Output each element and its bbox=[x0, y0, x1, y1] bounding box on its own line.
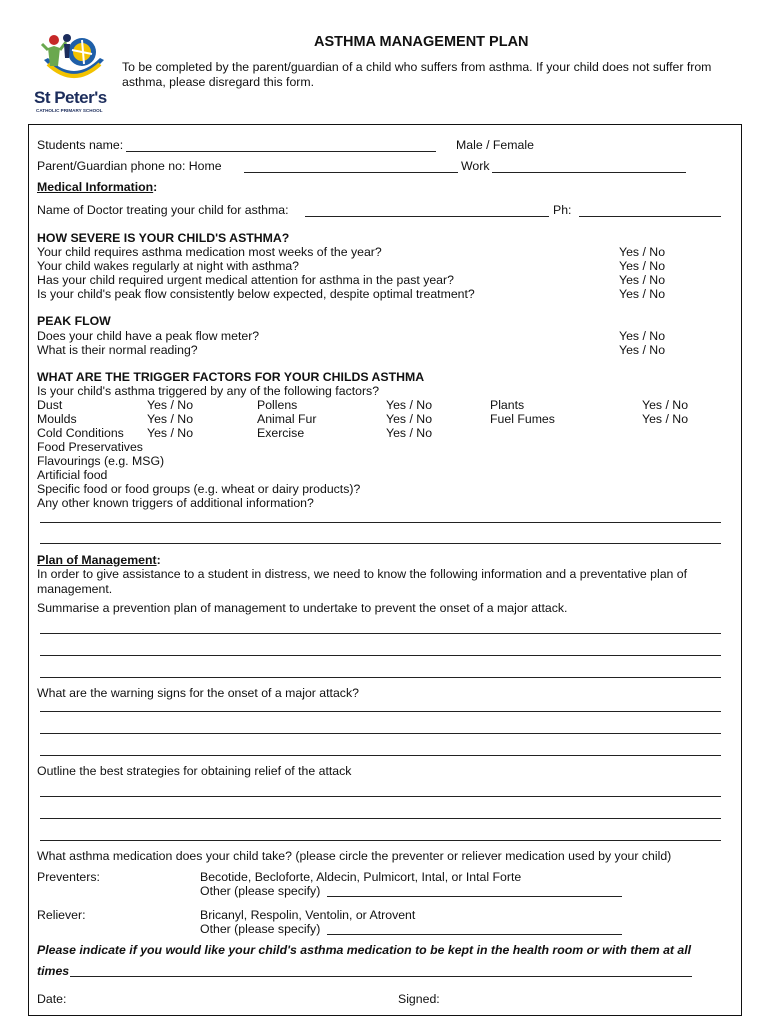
plan-intro: In order to give assistance to a student in distress, we need to know the following information and a preventative plan of management. bbox=[37, 567, 688, 596]
medical-info-heading: Medical Information: bbox=[37, 180, 158, 194]
yes-no-option[interactable]: Yes / No bbox=[619, 287, 666, 301]
trigger-name: Plants bbox=[490, 398, 525, 412]
trigger-other: Artificial food bbox=[37, 468, 108, 482]
plan-answer-line[interactable] bbox=[40, 633, 721, 634]
students-name-label: Students name: bbox=[37, 138, 124, 152]
page-title: ASTHMA MANAGEMENT PLAN bbox=[314, 34, 529, 50]
doctor-label: Name of Doctor treating your child for asthma: bbox=[37, 203, 289, 217]
students-name-field[interactable] bbox=[126, 151, 436, 152]
peak-flow-heading: PEAK FLOW bbox=[37, 314, 111, 328]
yes-no-option[interactable]: Yes / No bbox=[386, 426, 433, 440]
preventers-options[interactable]: Becotide, Becloforte, Aldecin, Pulmicort, Intal, or Intal Forte bbox=[200, 870, 522, 884]
yes-no-option[interactable]: Yes / No bbox=[642, 412, 689, 426]
date-label: Date: bbox=[37, 992, 67, 1006]
warning-answer-line[interactable] bbox=[40, 711, 721, 712]
reliever-label: Reliever: bbox=[37, 908, 86, 922]
plan-answer-line[interactable] bbox=[40, 655, 721, 656]
strategies-answer-line[interactable] bbox=[40, 796, 721, 797]
trigger-other: Food Preservatives bbox=[37, 440, 143, 454]
trigger-other: Specific food or food groups (e.g. wheat or dairy products)? bbox=[37, 482, 361, 496]
yes-no-option[interactable]: Yes / No bbox=[386, 398, 433, 412]
phone-work-field[interactable] bbox=[492, 172, 686, 173]
medication-question: What asthma medication does your child take? (please circle the preventer or reliever medication used by your child) bbox=[37, 849, 672, 863]
warning-answer-line[interactable] bbox=[40, 755, 721, 756]
trigger-name: Pollens bbox=[257, 398, 298, 412]
school-crest-icon bbox=[34, 30, 116, 92]
yes-no-option[interactable]: Yes / No bbox=[386, 412, 433, 426]
triggers-answer-line[interactable] bbox=[40, 543, 721, 544]
yes-no-option[interactable]: Yes / No bbox=[147, 398, 194, 412]
school-subtitle: CATHOLIC PRIMARY SCHOOL bbox=[36, 108, 103, 113]
yes-no-option[interactable]: Yes / No bbox=[147, 412, 194, 426]
preventers-label: Preventers: bbox=[37, 870, 100, 884]
severity-question: Has your child required urgent medical attention for asthma in the past year? bbox=[37, 273, 454, 287]
reliever-options[interactable]: Bricanyl, Respolin, Ventolin, or Atrovent bbox=[200, 908, 416, 922]
preventers-other-field[interactable] bbox=[327, 896, 622, 897]
yes-no-option[interactable]: Yes / No bbox=[147, 426, 194, 440]
trigger-name: Animal Fur bbox=[257, 412, 317, 426]
strategies-label: Outline the best strategies for obtaining relief of the attack bbox=[37, 764, 352, 778]
intro-text: To be completed by the parent/guardian of a child who suffers from asthma. If your child does not suffer from asthma, please disregard this form. bbox=[122, 60, 712, 89]
plan-heading: Plan of Management: bbox=[37, 553, 161, 567]
school-logo bbox=[34, 30, 116, 114]
yes-no-option[interactable]: Yes / No bbox=[619, 343, 666, 357]
severity-question: Your child requires asthma medication most weeks of the year? bbox=[37, 245, 382, 259]
phone-work-label: Work bbox=[461, 159, 490, 173]
trigger-name: Moulds bbox=[37, 412, 77, 426]
strategies-answer-line[interactable] bbox=[40, 818, 721, 819]
severity-question: Your child wakes regularly at night with asthma? bbox=[37, 259, 300, 273]
doctor-ph-label: Ph: bbox=[553, 203, 572, 217]
warning-answer-line[interactable] bbox=[40, 733, 721, 734]
severity-question: Is your child's peak flow consistently below expected, despite optimal treatment? bbox=[37, 287, 475, 301]
peak-flow-question: What is their normal reading? bbox=[37, 343, 198, 357]
triggers-answer-line[interactable] bbox=[40, 522, 721, 523]
storage-note: Please indicate if you would like your child's asthma medication to be kept in the health room or with them at all bbox=[37, 943, 692, 957]
preventers-other-label: Other (please specify) bbox=[200, 884, 321, 898]
reliever-other-field[interactable] bbox=[327, 934, 622, 935]
severity-heading: HOW SEVERE IS YOUR CHILD'S ASTHMA? bbox=[37, 231, 290, 245]
yes-no-option[interactable]: Yes / No bbox=[619, 245, 666, 259]
yes-no-option[interactable]: Yes / No bbox=[619, 273, 666, 287]
trigger-other: Any other known triggers of additional information? bbox=[37, 496, 314, 510]
doctor-ph-field[interactable] bbox=[579, 216, 721, 217]
peak-flow-question: Does your child have a peak flow meter? bbox=[37, 329, 260, 343]
trigger-name: Dust bbox=[37, 398, 63, 412]
gender-option[interactable]: Male / Female bbox=[456, 138, 534, 152]
trigger-name: Cold Conditions bbox=[37, 426, 124, 440]
school-name: St Peter's bbox=[34, 88, 107, 107]
triggers-heading: WHAT ARE THE TRIGGER FACTORS FOR YOUR CHILDS ASTHMA bbox=[37, 370, 425, 384]
plan-summarise-label: Summarise a prevention plan of management to undertake to prevent the onset of a major attack. bbox=[37, 601, 568, 615]
signed-label: Signed: bbox=[398, 992, 440, 1006]
trigger-name: Exercise bbox=[257, 426, 305, 440]
reliever-other-label: Other (please specify) bbox=[200, 922, 321, 936]
yes-no-option[interactable]: Yes / No bbox=[642, 398, 689, 412]
yes-no-option[interactable]: Yes / No bbox=[619, 259, 666, 273]
yes-no-option[interactable]: Yes / No bbox=[619, 329, 666, 343]
trigger-other: Flavourings (e.g. MSG) bbox=[37, 454, 165, 468]
strategies-answer-line[interactable] bbox=[40, 840, 721, 841]
phone-home-label: Parent/Guardian phone no: Home bbox=[37, 159, 222, 173]
doctor-field[interactable] bbox=[305, 216, 549, 217]
times-label: times bbox=[37, 964, 70, 978]
storage-answer-field[interactable] bbox=[70, 976, 692, 977]
plan-answer-line[interactable] bbox=[40, 677, 721, 678]
triggers-intro: Is your child's asthma triggered by any of the following factors? bbox=[37, 384, 380, 398]
warning-signs-label: What are the warning signs for the onset of a major attack? bbox=[37, 686, 359, 700]
phone-home-field[interactable] bbox=[244, 172, 458, 173]
trigger-name: Fuel Fumes bbox=[490, 412, 555, 426]
